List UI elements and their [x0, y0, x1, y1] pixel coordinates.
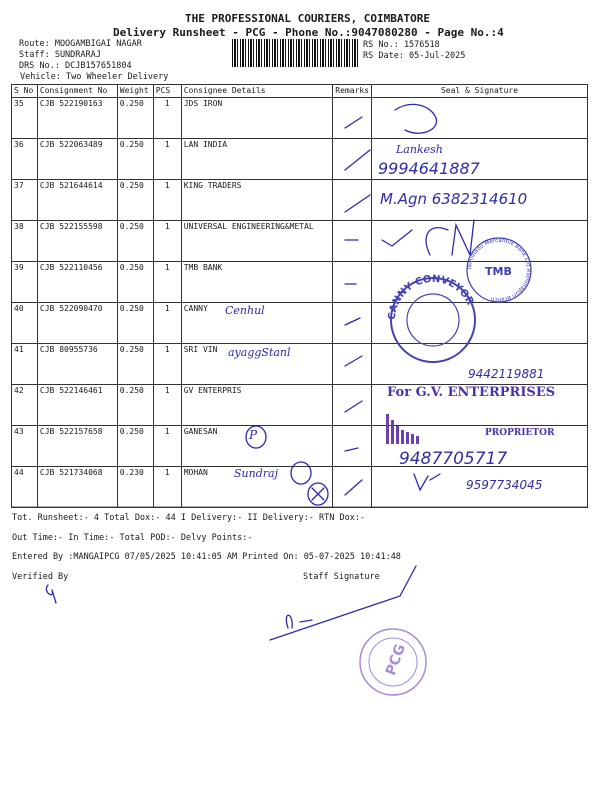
cell-weight: 0.250 — [117, 303, 153, 344]
cell-pcs: 1 — [153, 385, 181, 426]
cell-weight: 0.250 — [117, 385, 153, 426]
company-title: THE PROFESSIONAL COURIERS, COIMBATORE — [185, 12, 431, 25]
cell-consignment: CJB 521734068 — [37, 467, 117, 508]
cell-sno: 41 — [12, 344, 38, 385]
drs-label: DRS No.: DCJB157651804 — [19, 61, 132, 71]
signature-r44-phone1: 9487705717 — [399, 449, 508, 469]
cell-pcs: 1 — [153, 303, 181, 344]
cell-consignment: CJB 522063489 — [37, 139, 117, 180]
staff-label: Staff: SUNDRARAJ — [19, 50, 101, 60]
cell-pcs: 1 — [153, 180, 181, 221]
cell-consignee: CANNY — [181, 303, 333, 344]
signature-r41-name: ayaggStanl — [228, 346, 291, 359]
canny-stamp-text: CANNY CONVEYOR — [386, 273, 476, 321]
route-label: Route: MOOGAMBIGAI NAGAR — [19, 39, 142, 49]
totals-line-1: Tot. Runsheet:- 4 Total Dox:- 44 I Delivery:- II Delivery:- RTN Dox:- — [12, 513, 366, 523]
cell-sno: 40 — [12, 303, 38, 344]
tmb-stamp-title: TMB — [485, 265, 512, 278]
cell-consignment: CJB 521644614 — [37, 180, 117, 221]
vehicle-label: Vehicle: Two Wheeler Delivery — [20, 72, 169, 82]
cell-consignment: CJB 522090470 — [37, 303, 117, 344]
cell-sno: 43 — [12, 426, 38, 467]
cell-consignee: LAN INDIA — [181, 139, 333, 180]
signature-r41-phone: 9442119881 — [468, 367, 545, 381]
pcg-stamp-text: PCG — [382, 642, 409, 678]
col-consignee: Consignee Details — [181, 85, 333, 98]
cell-consignment: CJB 522155598 — [37, 221, 117, 262]
cell-sno: 36 — [12, 139, 38, 180]
signature-r44-name: Sundraj — [234, 467, 278, 480]
cell-pcs: 1 — [153, 221, 181, 262]
cell-consignment: CJB 80955736 — [37, 344, 117, 385]
cell-consignment: CJB 522146461 — [37, 385, 117, 426]
cell-consignee: SRI VIN — [181, 344, 333, 385]
cell-weight: 0.250 — [117, 344, 153, 385]
cell-consignment: CJB 522190163 — [37, 98, 117, 139]
col-pcs: PCS — [153, 85, 181, 98]
col-seal: Seal & Signature — [372, 85, 588, 98]
signature-r40-name: Cenhul — [225, 304, 265, 317]
cell-consignee: KING TRADERS — [181, 180, 333, 221]
cell-sno: 44 — [12, 467, 38, 508]
cell-consignment: CJB 522110456 — [37, 262, 117, 303]
totals-line-2: Out Time:- In Time:- Total POD:- Delvy Points:- — [12, 533, 253, 543]
canny-stamp — [387, 274, 476, 362]
cell-weight: 0.250 — [117, 139, 153, 180]
gv-stamp-role: PROPRIETOR — [485, 428, 555, 438]
cell-weight: 0.250 — [117, 98, 153, 139]
cell-weight: 0.230 — [117, 467, 153, 508]
cell-pcs: 1 — [153, 426, 181, 467]
tmb-stamp — [467, 238, 531, 302]
gv-stamp-name: For G.V. ENTERPRISES — [387, 385, 556, 400]
signature-r36-phone: 9994641887 — [378, 159, 480, 178]
cell-consignee: TMB BANK — [181, 262, 333, 303]
col-sno: S No — [12, 85, 38, 98]
cell-consignee: GV ENTERPRIS — [181, 385, 333, 426]
pcg-stamp — [360, 629, 426, 695]
cell-pcs: 1 — [153, 98, 181, 139]
cell-pcs: 1 — [153, 344, 181, 385]
cell-weight: 0.250 — [117, 221, 153, 262]
cell-sno: 35 — [12, 98, 38, 139]
signature-r37-phone: M.Agn 6382314610 — [380, 190, 528, 208]
cell-sno: 42 — [12, 385, 38, 426]
rs-date: RS Date: 05-Jul-2025 — [363, 51, 466, 61]
runsheet-subtitle: Delivery Runsheet - PCG - Phone No.:9047080280 - Page No.:4 — [113, 26, 504, 39]
cell-consignee: GANESAN — [181, 426, 333, 467]
cell-consignee: UNIVERSAL ENGINEERING&METAL — [181, 221, 333, 262]
verified-by: Verified By — [12, 572, 69, 582]
cell-consignee: JDS IRON — [181, 98, 333, 139]
cell-consignee: MOHAN — [181, 467, 333, 508]
cell-weight: 0.250 — [117, 426, 153, 467]
cell-consignment: CJB 522157658 — [37, 426, 117, 467]
cell-sno: 38 — [12, 221, 38, 262]
signature-r44-phone2: 9597734045 — [466, 478, 543, 492]
entered-by: Entered By :MANGAIPCG 07/05/2025 10:41:05 AM Printed On: 05-07-2025 10:41:48 — [12, 552, 401, 562]
cell-pcs: 1 — [153, 467, 181, 508]
cell-weight: 0.250 — [117, 262, 153, 303]
col-remarks: Remarks — [333, 85, 372, 98]
cell-sno: 37 — [12, 180, 38, 221]
cell-weight: 0.250 — [117, 180, 153, 221]
col-weight: Weight — [117, 85, 153, 98]
signature-r43: P — [249, 428, 258, 442]
tmb-stamp-ring: Tamilnadu Mercantile Bank Ltd Rathinapuri Branch — [466, 237, 532, 303]
gv-stamp-bars — [386, 414, 419, 444]
col-consignment: Consignment No — [37, 85, 117, 98]
rs-number: RS No.: 1576518 — [363, 40, 440, 50]
staff-signature-label: Staff Signature — [303, 572, 380, 582]
signature-r36-name: Lankesh — [396, 143, 443, 156]
cell-sno: 39 — [12, 262, 38, 303]
cell-pcs: 1 — [153, 139, 181, 180]
cell-pcs: 1 — [153, 262, 181, 303]
